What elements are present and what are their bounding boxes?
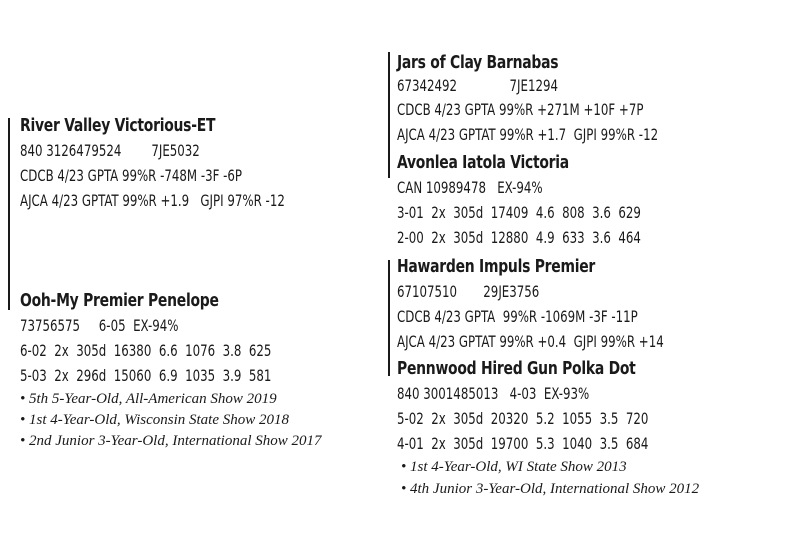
pedigree-bar-left (8, 118, 10, 310)
dam-achievement-2: • 1st 4-Year-Old, Wisconsin State Show 2018 (20, 412, 290, 428)
dam-dam-achievement-1-text: 1st 4-Year-Old, WI State Show 2013 (410, 459, 627, 475)
sire-line-1: 840 3126479524 7JE5032 (20, 141, 200, 160)
dam-dam-line-1: 840 3001485013 4-03 EX-93% (397, 384, 590, 403)
sire-sire-name: Jars of Clay Barnabas (397, 52, 559, 73)
dam-line-3: 5-03 2x 296d 15060 6.9 1035 3.9 581 (20, 366, 272, 385)
dam-achievement-3: • 2nd Junior 3-Year-Old, International Show 2017 (20, 433, 322, 449)
sire-sire-line-1: 67342492 7JE1294 (397, 76, 559, 95)
dam-achievement-3-text: 2nd Junior 3-Year-Old, International Show 2017 (29, 433, 322, 449)
dam-sire-name: Hawarden Impuls Premier (397, 256, 596, 277)
dam-dam-achievement-2-text: 4th Junior 3-Year-Old, International Show 2012 (410, 481, 700, 497)
dam-dam-achievement-1: • 1st 4-Year-Old, WI State Show 2013 (401, 459, 627, 475)
sire-line-3: AJCA 4/23 GPTAT 99%R +1.9 GJPI 97%R -12 (20, 191, 285, 210)
sire-dam-line-1: CAN 10989478 EX-94% (397, 178, 543, 197)
sire-line-2: CDCB 4/23 GPTA 99%R -748M -3F -6P (20, 166, 243, 185)
dam-dam-block (397, 358, 704, 503)
sire-dam-line-2: 3-01 2x 305d 17409 4.6 808 3.6 629 (397, 203, 641, 222)
dam-line-2: 6-02 2x 305d 16380 6.6 1076 3.8 625 (20, 341, 272, 360)
sire-dam-block (397, 152, 694, 253)
dam-achievement-2-text: 1st 4-Year-Old, Wisconsin State Show 2018 (29, 412, 290, 428)
sire-sire-block (397, 52, 715, 150)
sire-sire-line-3: AJCA 4/23 GPTAT 99%R +1.7 GJPI 99%R -12 (397, 125, 659, 144)
dam-achievement-1-text: 5th 5-Year-Old, All-American Show 2019 (29, 391, 277, 407)
sire-dam-line-3: 2-00 2x 305d 12880 4.9 633 3.6 464 (397, 228, 641, 247)
sire-block (20, 115, 343, 216)
dam-line-1: 73756575 6-05 EX-94% (20, 316, 179, 335)
dam-achievement-1: • 5th 5-Year-Old, All-American Show 2019 (20, 391, 277, 407)
dam-sire-line-3: AJCA 4/23 GPTAT 99%R +0.4 GJPI 99%R +14 (397, 332, 664, 351)
dam-dam-achievement-2: • 4th Junior 3-Year-Old, International Show 2012 (401, 481, 700, 497)
pedigree-bar-upper-right (388, 52, 390, 178)
sire-dam-name: Avonlea Iatola Victoria (397, 152, 569, 173)
dam-sire-block (397, 256, 722, 357)
pedigree-bar-lower-right (388, 260, 390, 376)
sire-name: River Valley Victorious-ET (20, 115, 216, 136)
dam-sire-line-2: CDCB 4/23 GPTA 99%R -1069M -3F -11P (397, 307, 638, 326)
dam-sire-line-1: 67107510 29JE3756 (397, 282, 540, 301)
dam-dam-line-2: 5-02 2x 305d 20320 5.2 1055 3.5 720 (397, 409, 649, 428)
sire-sire-line-2: CDCB 4/23 GPTA 99%R +271M +10F +7P (397, 100, 644, 119)
dam-name: Ooh-My Premier Penelope (20, 290, 219, 311)
dam-block (20, 290, 327, 454)
dam-dam-line-3: 4-01 2x 305d 19700 5.3 1040 3.5 684 (397, 434, 649, 453)
dam-dam-name: Pennwood Hired Gun Polka Dot (397, 358, 636, 379)
